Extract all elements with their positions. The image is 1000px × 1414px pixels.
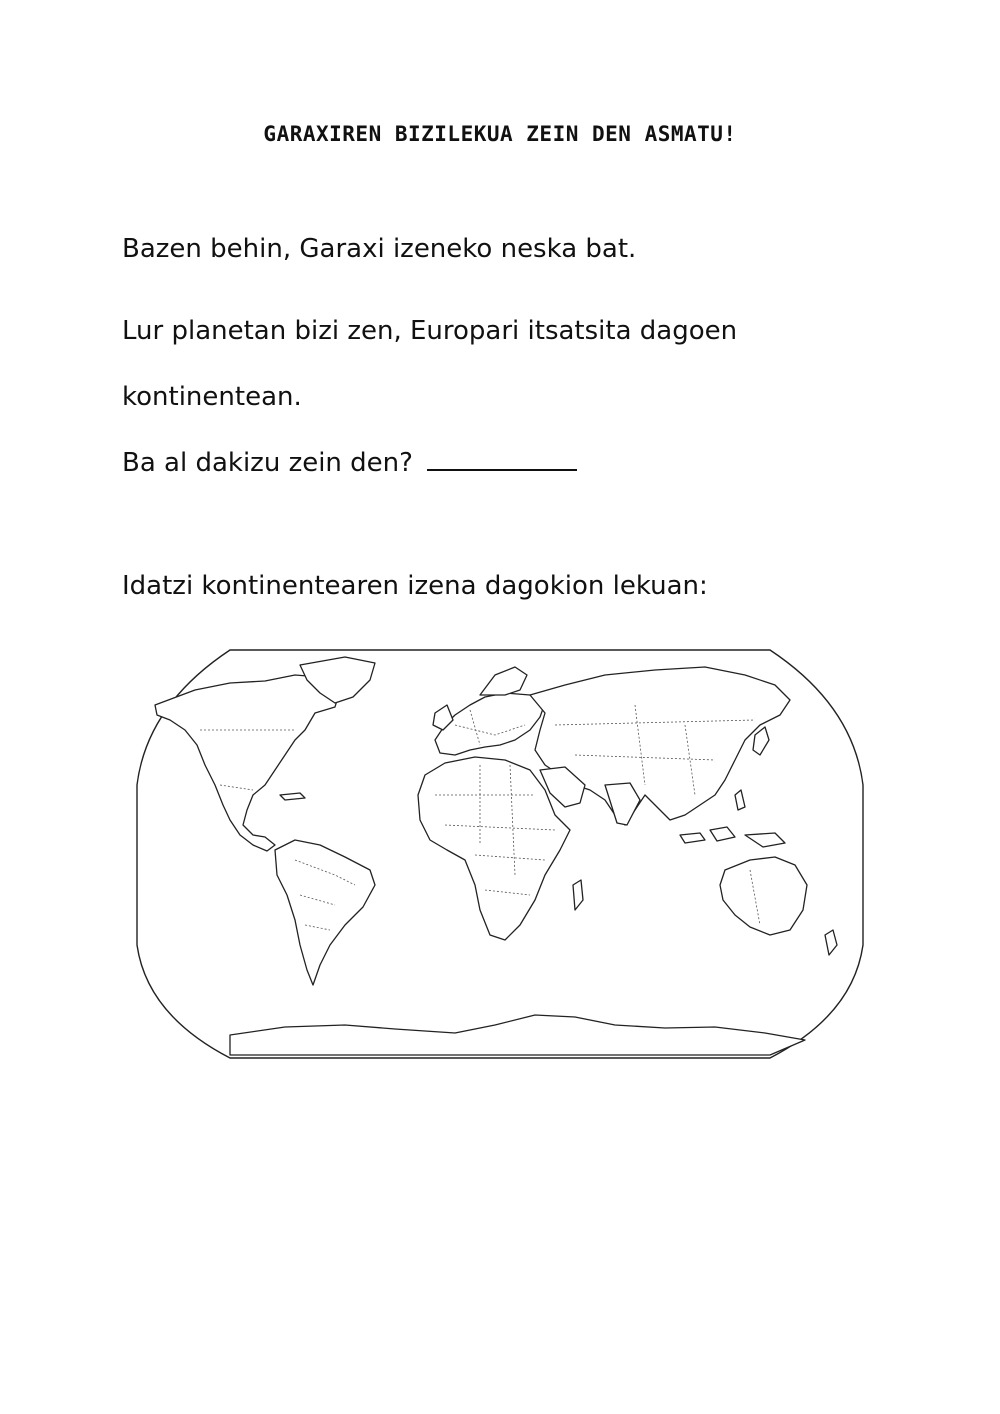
answer-blank[interactable] bbox=[427, 463, 577, 471]
story-line-2: Lur planetan bizi zen, Europari itsatsita dagoen bbox=[122, 316, 738, 346]
world-map bbox=[135, 645, 865, 1065]
worksheet-title: GARAXIREN BIZILEKUA ZEIN DEN ASMATU! bbox=[263, 122, 737, 146]
caribbean-shape bbox=[280, 793, 305, 800]
question-text: Ba al dakizu zein den? bbox=[122, 448, 413, 478]
story-line-3: kontinentean. bbox=[122, 382, 302, 412]
instruction-line: Idatzi kontinentearen izena dagokion lekuan: bbox=[122, 571, 708, 601]
question-line bbox=[122, 448, 577, 478]
story-line-1: Bazen behin, Garaxi izeneko neska bat. bbox=[122, 234, 637, 264]
